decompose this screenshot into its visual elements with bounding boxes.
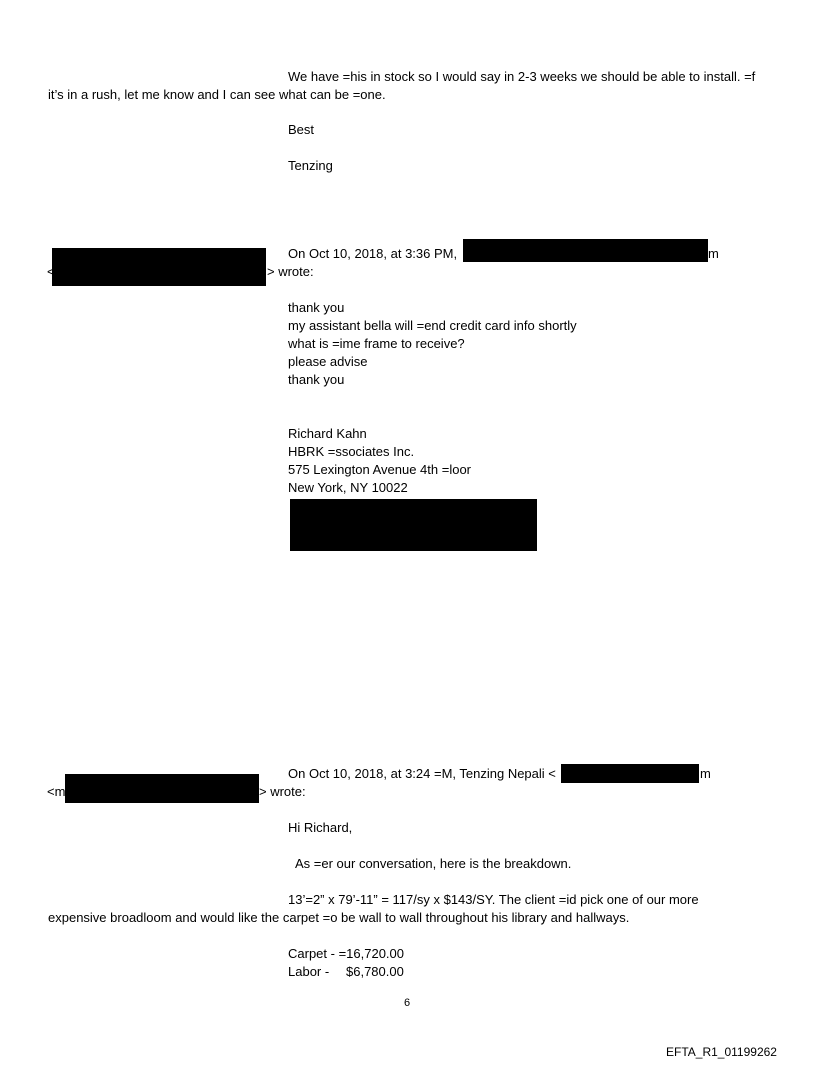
signature-line: HBRK =ssociates Inc. — [288, 444, 415, 459]
signature-line: New York, NY 10022 — [288, 480, 408, 495]
page-number: 6 — [404, 997, 411, 1009]
redaction-box — [561, 764, 699, 783]
signature-line: 575 Lexington Avenue 4th =loor — [288, 462, 471, 477]
email-header: On Oct 10, 2018, at 3:24 =M, Tenzing Nepali < — [288, 766, 556, 781]
email-line: As =er our conversation, here is the breakdown. — [295, 856, 572, 871]
redaction-box — [463, 239, 708, 262]
signature-line: Richard Kahn — [288, 426, 367, 441]
email-line: expensive broadloom and would like the carpet =o be wall to wall throughout his library and hallways. — [48, 910, 630, 925]
bates-number: EFTA_R1_01199262 — [666, 1045, 777, 1059]
labor-value: $6,780.00 — [346, 964, 404, 979]
email-line: what is =ime frame to receive? — [288, 336, 465, 351]
email-header-tail: m — [700, 766, 711, 781]
redaction-box — [52, 248, 266, 286]
redaction-box — [290, 499, 537, 551]
labor-label: Labor - — [288, 964, 330, 979]
carpet-line: Carpet - =16,720.00 — [288, 946, 404, 961]
signoff-name: Tenzing — [288, 158, 333, 173]
body-line: We have =his in stock so I would say in 2-3 weeks we should be able to install. =f — [288, 69, 756, 84]
email-line: 13’=2” x 79’-11” = 117/sy x $143/SY. The client =id pick one of our more — [288, 892, 699, 907]
email-line: my assistant bella will =end credit card info shortly — [288, 318, 577, 333]
email-line: please advise — [288, 354, 368, 369]
closing: Best — [288, 122, 315, 137]
body-line: it’s in a rush, let me know and I can see what can be =one. — [48, 87, 386, 102]
email-lt: < — [47, 264, 55, 279]
email-wrote: > wrote: — [267, 264, 314, 279]
email-header-tail: m — [708, 246, 719, 261]
email-line: thank you — [288, 300, 345, 315]
email-header: On Oct 10, 2018, at 3:36 PM, — [288, 246, 458, 261]
redaction-box — [65, 774, 259, 803]
email-lt: <m — [47, 784, 66, 799]
email-line: thank you — [288, 372, 345, 387]
greeting: Hi Richard, — [288, 820, 353, 835]
email-wrote: > wrote: — [259, 784, 306, 799]
